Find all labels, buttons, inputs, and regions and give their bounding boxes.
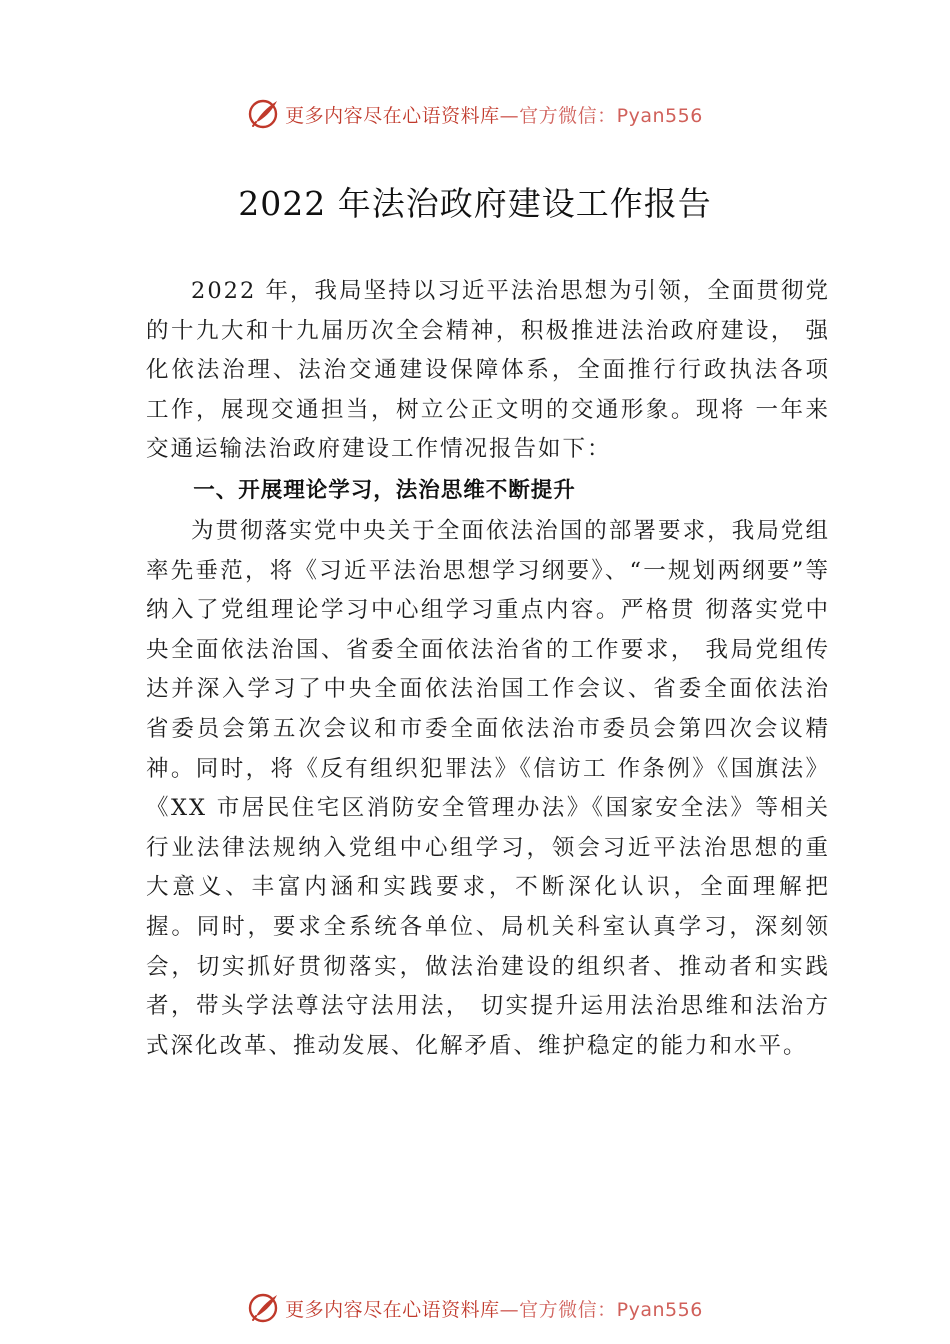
- quill-pen-logo-icon: [247, 1291, 281, 1325]
- document-body: [146, 272, 830, 1066]
- header-watermark: [0, 94, 950, 134]
- quill-pen-logo-icon: [247, 97, 281, 131]
- section-heading-1: 一、开展理论学习，法治思维不断提升: [193, 477, 576, 503]
- footer-watermark: [0, 1288, 950, 1328]
- watermark-text: 更多内容尽在心语资料库—官方微信：Pyan556: [285, 1298, 703, 1321]
- section-1-paragraph: 为贯彻落实党中央关于全面依法治国的部署要求，我局党组率先垂范，将《习近平法治思想学习纲要》、“一规划两纲要”等纳入了党组理论学习中心组学习重点内容。严格贯 彻落实党中央全面依法治国、省委全面依法治省的工作要求， 我局党组传达并深入学习了中央全面依法治国工作会议、省委全面依法治省委员会第五次会议和市委全面依法治市委员会第四次会议精神。同时，将《反有组织犯罪法》《信访工 作条例》《国旗法》《XX 市居民住宅区消防安全管理办法》《国家安全法》等相关行业法律法规纳入党组中心组学习，领会习近平法治思想的重大意义、丰富内涵和实践要求，不断深化认识，全面理解把握。同时，要求全系统各单位、局机关科室认真学习，深刻领会，切实抓好贯彻落实，做法治建设的组织者、推动者和实践者，带头学法尊法守法用法， 切实提升运用法治思维和法治方式深化改革、推动发展、化解矛盾、维护稳定的能力和水平。: [146, 517, 830, 1059]
- intro-paragraph: 2022 年，我局坚持以习近平法治思想为引领，全面贯彻党的十九大和十九届历次全会精神，积极推进法治政府建设， 强化依法治理、法治交通建设保障体系，全面推行行政执法各项工作，展现交通担当，树立公正文明的交通形象。现将 一年来交通运输法治政府建设工作情况报告如下：: [146, 278, 830, 463]
- document-title: 2022 年法治政府建设工作报告: [238, 184, 712, 223]
- watermark-text: 更多内容尽在心语资料库—官方微信：Pyan556: [285, 104, 703, 127]
